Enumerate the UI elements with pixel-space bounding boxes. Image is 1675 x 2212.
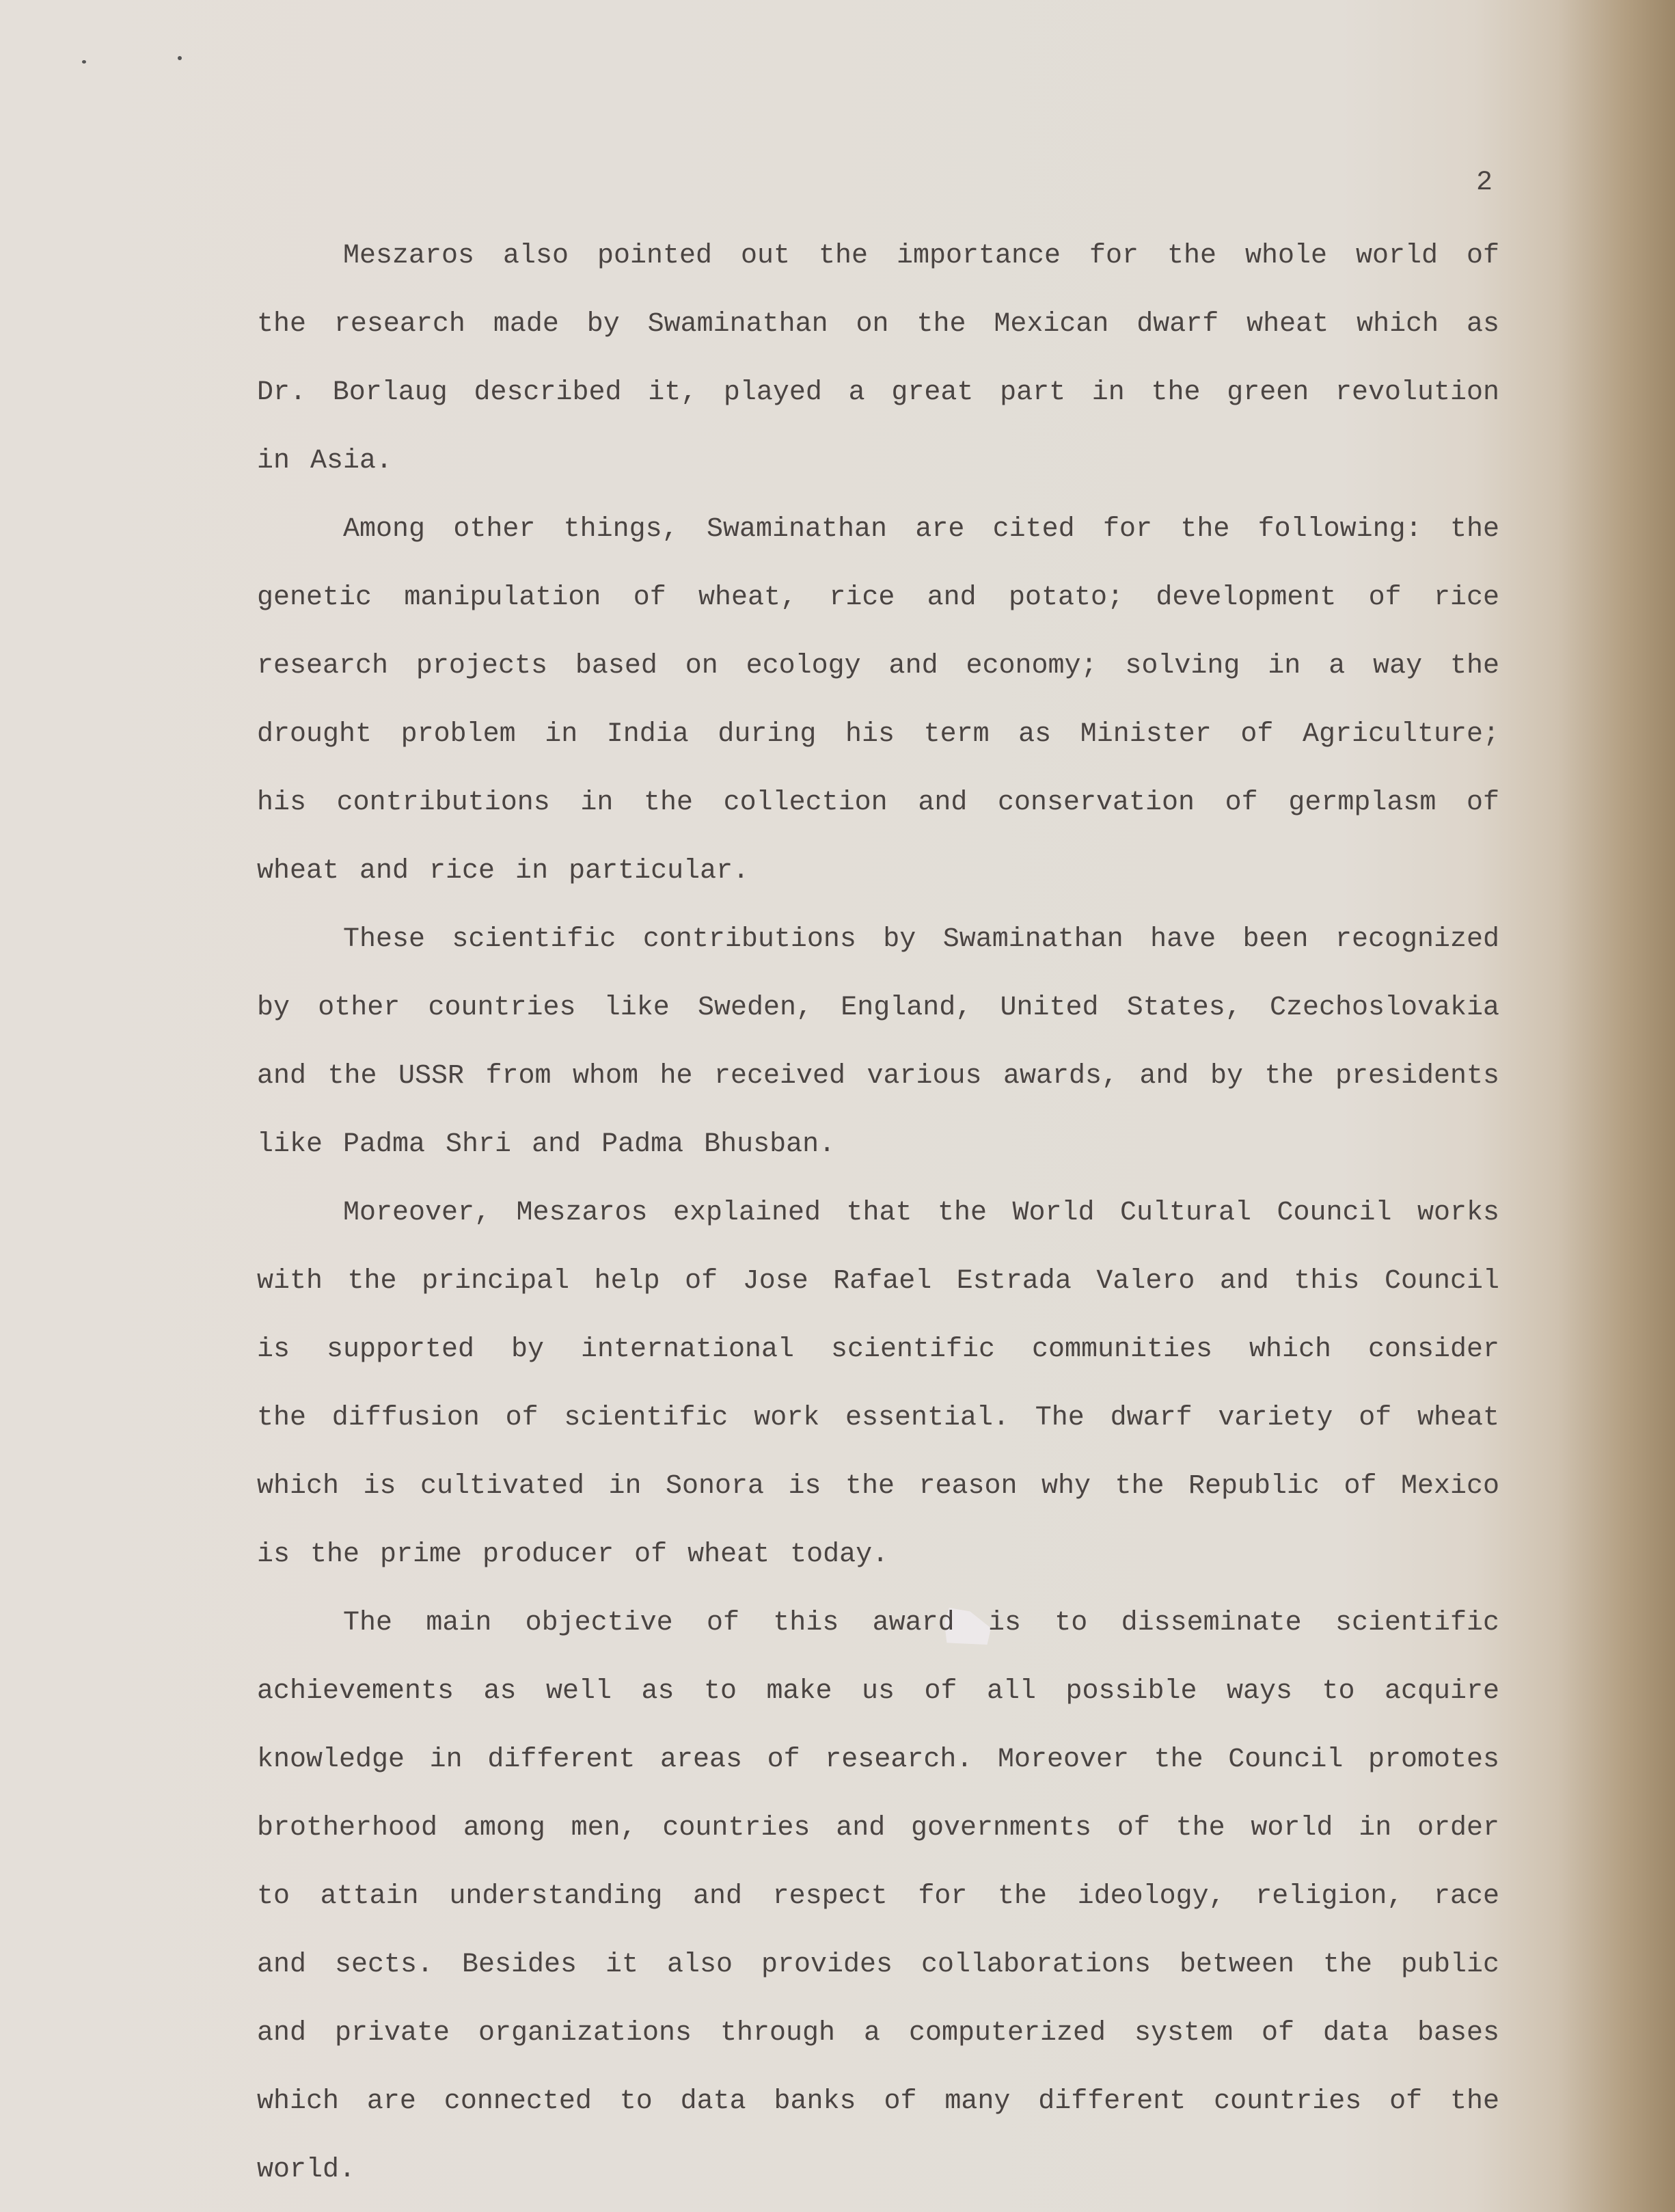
ink-speck — [178, 56, 182, 60]
text-line: in Asia. — [257, 446, 393, 476]
text-line: and the USSR from whom he received various awards, and by the presidents — [257, 1061, 1499, 1092]
text-line: drought problem in India during his term as Minister of Agriculture; — [257, 719, 1499, 750]
text-line: knowledge in different areas of research. Moreover the Council promotes — [257, 1744, 1499, 1775]
text-line: is supported by international scientific communities which consider — [257, 1334, 1499, 1365]
text-line: which are connected to data banks of many different countries of the — [257, 2086, 1499, 2117]
text-line: brotherhood among men, countries and governments of the world in order — [257, 1813, 1499, 1844]
text-line: These scientific contributions by Swaminathan have been recognized — [343, 924, 1499, 955]
text-line: and sects. Besides it also provides collaborations between the public — [257, 1950, 1499, 1980]
text-line: achievements as well as to make us of all possible ways to acquire — [257, 1676, 1499, 1707]
page-number: 2 — [1476, 167, 1493, 198]
text-line: is the prime producer of wheat today. — [257, 1539, 889, 1570]
text-line: the research made by Swaminathan on the Mexican dwarf wheat which as — [257, 309, 1499, 340]
text-line: Dr. Borlaug described it, played a great part in the green revolution — [257, 377, 1499, 408]
text-line: research projects based on ecology and economy; solving in a way the — [257, 651, 1499, 682]
text-line: Among other things, Swaminathan are cited for the following: the — [343, 514, 1499, 545]
text-line: which is cultivated in Sonora is the reason why the Republic of Mexico — [257, 1471, 1499, 1502]
text-line: genetic manipulation of wheat, rice and potato; development of rice — [257, 582, 1499, 613]
text-line: Meszaros also pointed out the importance for the whole world of — [343, 241, 1499, 271]
text-line: world. — [257, 2155, 356, 2185]
text-line: with the principal help of Jose Rafael Estrada Valero and this Council — [257, 1266, 1499, 1297]
text-line: wheat and rice in particular. — [257, 856, 750, 887]
text-line: Moreover, Meszaros explained that the World Cultural Council works — [343, 1198, 1499, 1228]
ink-speck — [82, 60, 86, 64]
text-line: by other countries like Sweden, England, United States, Czechoslovakia — [257, 993, 1499, 1023]
text-line: like Padma Shri and Padma Bhusban. — [257, 1129, 836, 1160]
document-body — [257, 222, 1499, 2204]
text-line: The main objective of this award is to disseminate scientific — [343, 1608, 1499, 1638]
text-line: the diffusion of scientific work essential. The dwarf variety of wheat — [257, 1403, 1499, 1433]
text-line: and private organizations through a computerized system of data bases — [257, 2018, 1499, 2049]
text-line: his contributions in the collection and conservation of germplasm of — [257, 787, 1499, 818]
text-line: to attain understanding and respect for the ideology, religion, race — [257, 1881, 1499, 1912]
